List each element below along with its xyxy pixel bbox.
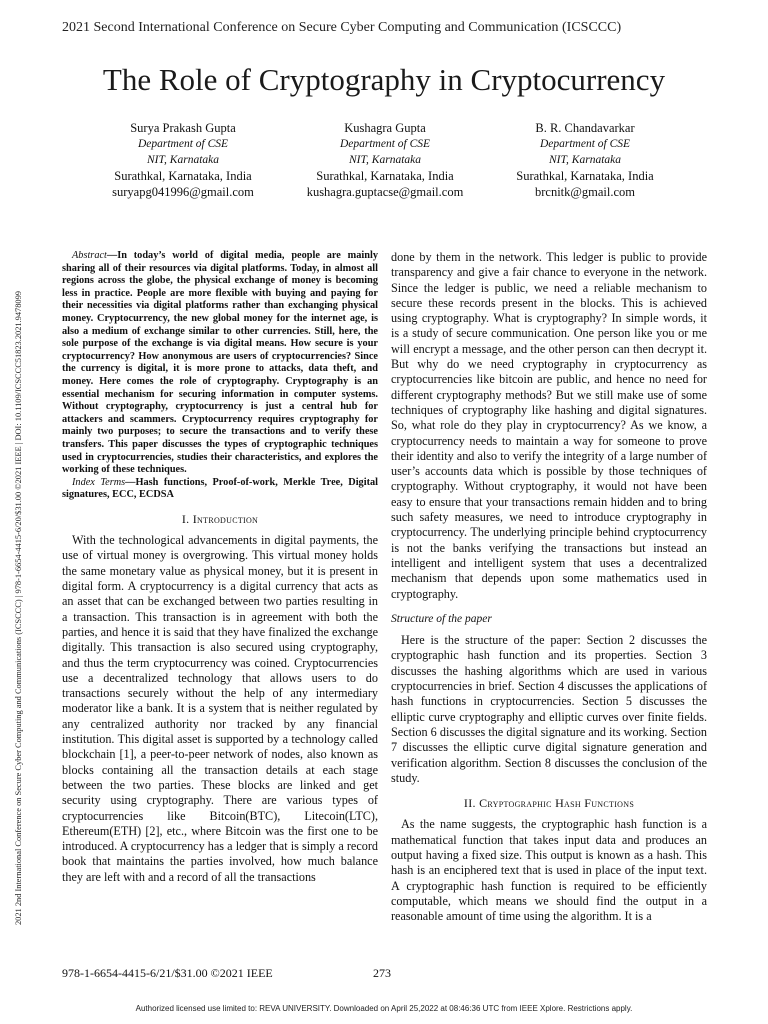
author-department: Department of CSE bbox=[539, 138, 631, 150]
author-department: Department of CSE bbox=[137, 138, 229, 150]
author-name: Kushagra Gupta bbox=[344, 121, 426, 135]
section-title: Cryptographic Hash Functions bbox=[479, 796, 635, 811]
doi-side-note: 2021 2nd International Conference on Secure Cyber Computing and Communications (ICSCCC) | 978-1-6654-4415-6/20/$31.00 ©2021 IEEE | DOI: 10.1109/ICSCCC51823.2021.9478099 bbox=[14, 291, 23, 925]
index-terms bbox=[62, 477, 378, 502]
subsection-heading: Structure of the paper bbox=[391, 612, 492, 625]
author-location: Surathkal, Karnataka, India bbox=[516, 169, 654, 183]
introduction-continuation: done by them in the network. This ledger is public to provide transparency and give a fair chance to everyone in the network. Since the ledger is public, we need a reliable mechanism to secure these records present in the blocks. This is achieved using cryptography. What is cryptography? In simple words, it is a study of secure communication. One person like you or me will encrypt a message, and the other person can then decrypt it. But why do we need cryptography in cryptocurrency as cryptocurrencies like bitcoin are public, and hence no need for different cryptography methods? But we still make use of some techniques of cryptography like hashing and digital signatures. So, what role do they play in cryptocurrency? As we know, a cryptocurrency needs to maintain a way for someone to prove their identity and also to verify the integrity of a large number of user’s accounts data which is possible by those techniques of cryptography. Without cryptography, it would not have been easy to ensure that your transactions remain hidden and to bring such safety measures, we need to introduce cryptography in cryptocurrency. The underlying principle behind cryptocurrency is not the banks verifying the transactions but instead an intelligent and intelligent system that uses a decentralized mechanism that depends upon some mathematics used in cryptography. bbox=[391, 250, 707, 601]
hash-functions-paragraph: As the name suggests, the cryptographic hash function is a mathematical function that takes input data and produces an output having a fixed size. This output is known as a hash. This hash is an enciphered text that is used in place of the input text. A cryptographic hash function is required to be efficiently computable, which means we should find the output in a reasonable amount of time using the algorithm. It is a bbox=[391, 817, 707, 924]
left-column bbox=[62, 250, 378, 885]
author-name: Surya Prakash Gupta bbox=[130, 121, 236, 135]
right-column bbox=[391, 250, 707, 924]
index-terms-text: —Hash functions, Proof-of-work, Merkle Tree, Digital signatures, ECC, ECDSA bbox=[62, 476, 379, 501]
abstract-label: Abstract bbox=[72, 250, 107, 261]
introduction-paragraph: With the technological advancements in digital payments, the use of virtual money is overgrowing. This virtual money holds the same monetary value as physical money, but it is present in digital form. A cryptocurrency is a digital currency that acts as an asset that can be exchanged between two parties resulting in a transaction. This transaction is in agreement with both the parties, and hence it is said that they have finalized the exchange digitally. This transaction is also secured using cryptography, and thus the term cryptocurrency was coined. Cryptocurrencies use a decentralized technology that allows users to do transactions securely without the help of any intermediary moderator like a bank. It is a system that is neither regulated by any centralized authority nor tracked by any financial institution. This digital asset is supported by a technology called blockchain [1], a peer-to-peer network of nodes, also known as blocks containing all the transaction details at each stage between the two parties. These blocks are linked and get security using cryptography. There are various types of cryptocurrencies like Bitcoin(BTC), Litecoin(LTC), Ethereum(ETH) [2], etc., where Bitcoin was the first one to be introduced. A cryptocurrency has a ledger that is simply a record book that maintains the parties involved, how much balance they are left with and a record of all the transactions bbox=[62, 533, 378, 884]
section-number: II. bbox=[463, 796, 480, 811]
author-affiliation: NIT, Karnataka bbox=[147, 154, 219, 166]
section-heading bbox=[391, 796, 707, 811]
author-email: brcnitk@gmail.com bbox=[534, 185, 636, 199]
author-email: suryapg041996@gmail.com bbox=[112, 185, 254, 199]
abstract-text: —In today’s world of digital media, people are mainly sharing all of their resources via digital platforms. Today, in almost all regions across the globe, the physical exchange of money is becoming less in practice. People are more flexible with buying and paying for their necessities via digital platforms rather than exchanging physical money. Cryptocurrency, the new global money for the internet age, is also a medium of exchange similar to other currencies. Still, here, the sole purpose of the exchange is via digital means. How secure is your cryptocurrency? How anonymous are users of cryptocurrencies? Since the currency is digital, it is more prone to attacks, data theft, and money. Here comes the role of cryptography. Cryptography is an essential mechanism for securing information in computer systems. Without cryptography, cryptocurrency is just a central hub for attackers and scammers. Cryptocurrency requires cryptography for mainly two purposes; to secure the transactions and to verify these transfers. This paper discusses the types of cryptographic techniques used in cryptocurrencies, studies their characteristics, and explores the working of these techniques. bbox=[62, 250, 378, 476]
author-email: kushagra.guptacse@gmail.com bbox=[306, 185, 464, 199]
author-affiliation: NIT, Karnataka bbox=[549, 154, 621, 166]
structure-paragraph: Here is the structure of the paper: Section 2 discusses the cryptographic hash function and its properties. Section 3 discusses the hashing algorithms which are used in various cryptocurrencies in brief. Section 4 discusses the applications of hash functions in cryptocurrencies. Section 5 discusses the elliptic curve cryptography and elliptic curves over finite fields. Section 6 discusses the digital signature and its working. Section 7 discusses the elliptic curve digital signature generation and verification algorithm. Section 8 discusses the conclusion of the study. bbox=[391, 633, 707, 785]
section-title: Introduction bbox=[192, 511, 259, 526]
author-name: B. R. Chandavarkar bbox=[535, 121, 635, 135]
footer-isbn: 978-1-6654-4415-6/21/$31.00 ©2021 IEEE bbox=[62, 966, 273, 980]
section-heading bbox=[62, 512, 378, 527]
section-number: I. bbox=[181, 511, 193, 526]
conference-header: 2021 Second International Conference on Secure Cyber Computing and Communication (ICSCCC) bbox=[62, 20, 622, 35]
abstract bbox=[62, 250, 378, 477]
license-notice: Authorized licensed use limited to: REVA UNIVERSITY. Downloaded on April 25,2022 at 08:46:36 UTC from IEEE Xplore. Restrictions apply. bbox=[135, 1004, 633, 1013]
author-department: Department of CSE bbox=[339, 138, 431, 150]
author-block bbox=[465, 120, 705, 200]
author-location: Surathkal, Karnataka, India bbox=[114, 169, 252, 183]
index-terms-label: Index Terms bbox=[72, 476, 126, 488]
author-location: Surathkal, Karnataka, India bbox=[316, 169, 454, 183]
author-affiliation: NIT, Karnataka bbox=[349, 154, 421, 166]
paper-title: The Role of Cryptography in Cryptocurrency bbox=[102, 62, 666, 97]
page-number: 273 bbox=[373, 966, 391, 980]
